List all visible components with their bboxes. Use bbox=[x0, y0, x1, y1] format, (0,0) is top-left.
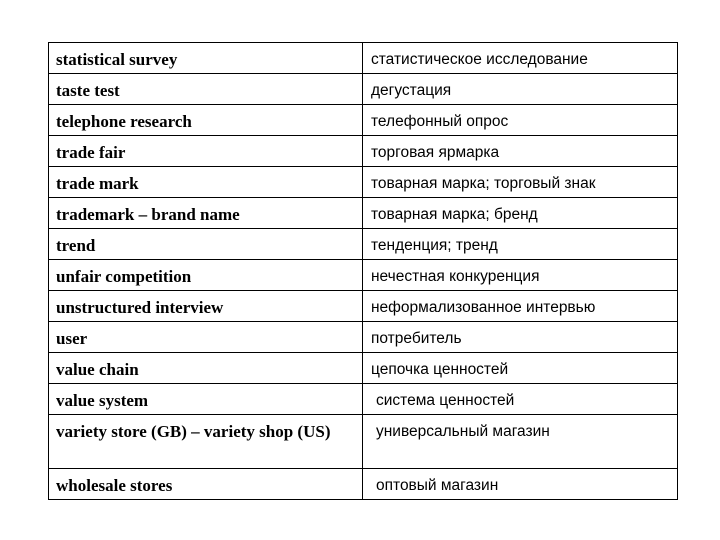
table-row bbox=[49, 229, 678, 260]
table-row bbox=[49, 384, 678, 415]
table-row bbox=[49, 43, 678, 74]
translation-cell: неформализованное интервью bbox=[363, 291, 678, 322]
term-cell: user bbox=[49, 322, 363, 353]
translation-cell: статистическое исследование bbox=[363, 43, 678, 74]
table-row bbox=[49, 322, 678, 353]
translation-cell: оптовый магазин bbox=[363, 469, 678, 500]
term-cell: trend bbox=[49, 229, 363, 260]
table-row bbox=[49, 198, 678, 229]
translation-cell: тенденция; тренд bbox=[363, 229, 678, 260]
table-row bbox=[49, 74, 678, 105]
term-cell: unstructured interview bbox=[49, 291, 363, 322]
glossary-table bbox=[48, 42, 678, 500]
translation-cell: телефонный опрос bbox=[363, 105, 678, 136]
term-cell: value system bbox=[49, 384, 363, 415]
term-cell: value chain bbox=[49, 353, 363, 384]
table-row bbox=[49, 167, 678, 198]
term-cell: telephone research bbox=[49, 105, 363, 136]
table-row bbox=[49, 469, 678, 500]
table-row bbox=[49, 260, 678, 291]
term-cell: wholesale stores bbox=[49, 469, 363, 500]
table-row bbox=[49, 136, 678, 167]
table-row bbox=[49, 353, 678, 384]
translation-cell: потребитель bbox=[363, 322, 678, 353]
translation-cell: цепочка ценностей bbox=[363, 353, 678, 384]
term-cell: statistical survey bbox=[49, 43, 363, 74]
translation-cell: нечестная конкуренция bbox=[363, 260, 678, 291]
term-cell: trade fair bbox=[49, 136, 363, 167]
table-row bbox=[49, 105, 678, 136]
translation-cell: универсальный магазин bbox=[363, 415, 678, 469]
translation-cell: товарная марка; торговый знак bbox=[363, 167, 678, 198]
translation-cell: товарная марка; бренд bbox=[363, 198, 678, 229]
translation-cell: система ценностей bbox=[363, 384, 678, 415]
table-row bbox=[49, 415, 678, 469]
term-cell: unfair competition bbox=[49, 260, 363, 291]
translation-cell: дегустация bbox=[363, 74, 678, 105]
term-cell: taste test bbox=[49, 74, 363, 105]
glossary-table-body bbox=[49, 43, 678, 500]
term-cell: trade mark bbox=[49, 167, 363, 198]
term-cell: variety store (GB) – variety shop (US) bbox=[49, 415, 363, 469]
translation-cell: торговая ярмарка bbox=[363, 136, 678, 167]
term-cell: trademark – brand name bbox=[49, 198, 363, 229]
table-row bbox=[49, 291, 678, 322]
